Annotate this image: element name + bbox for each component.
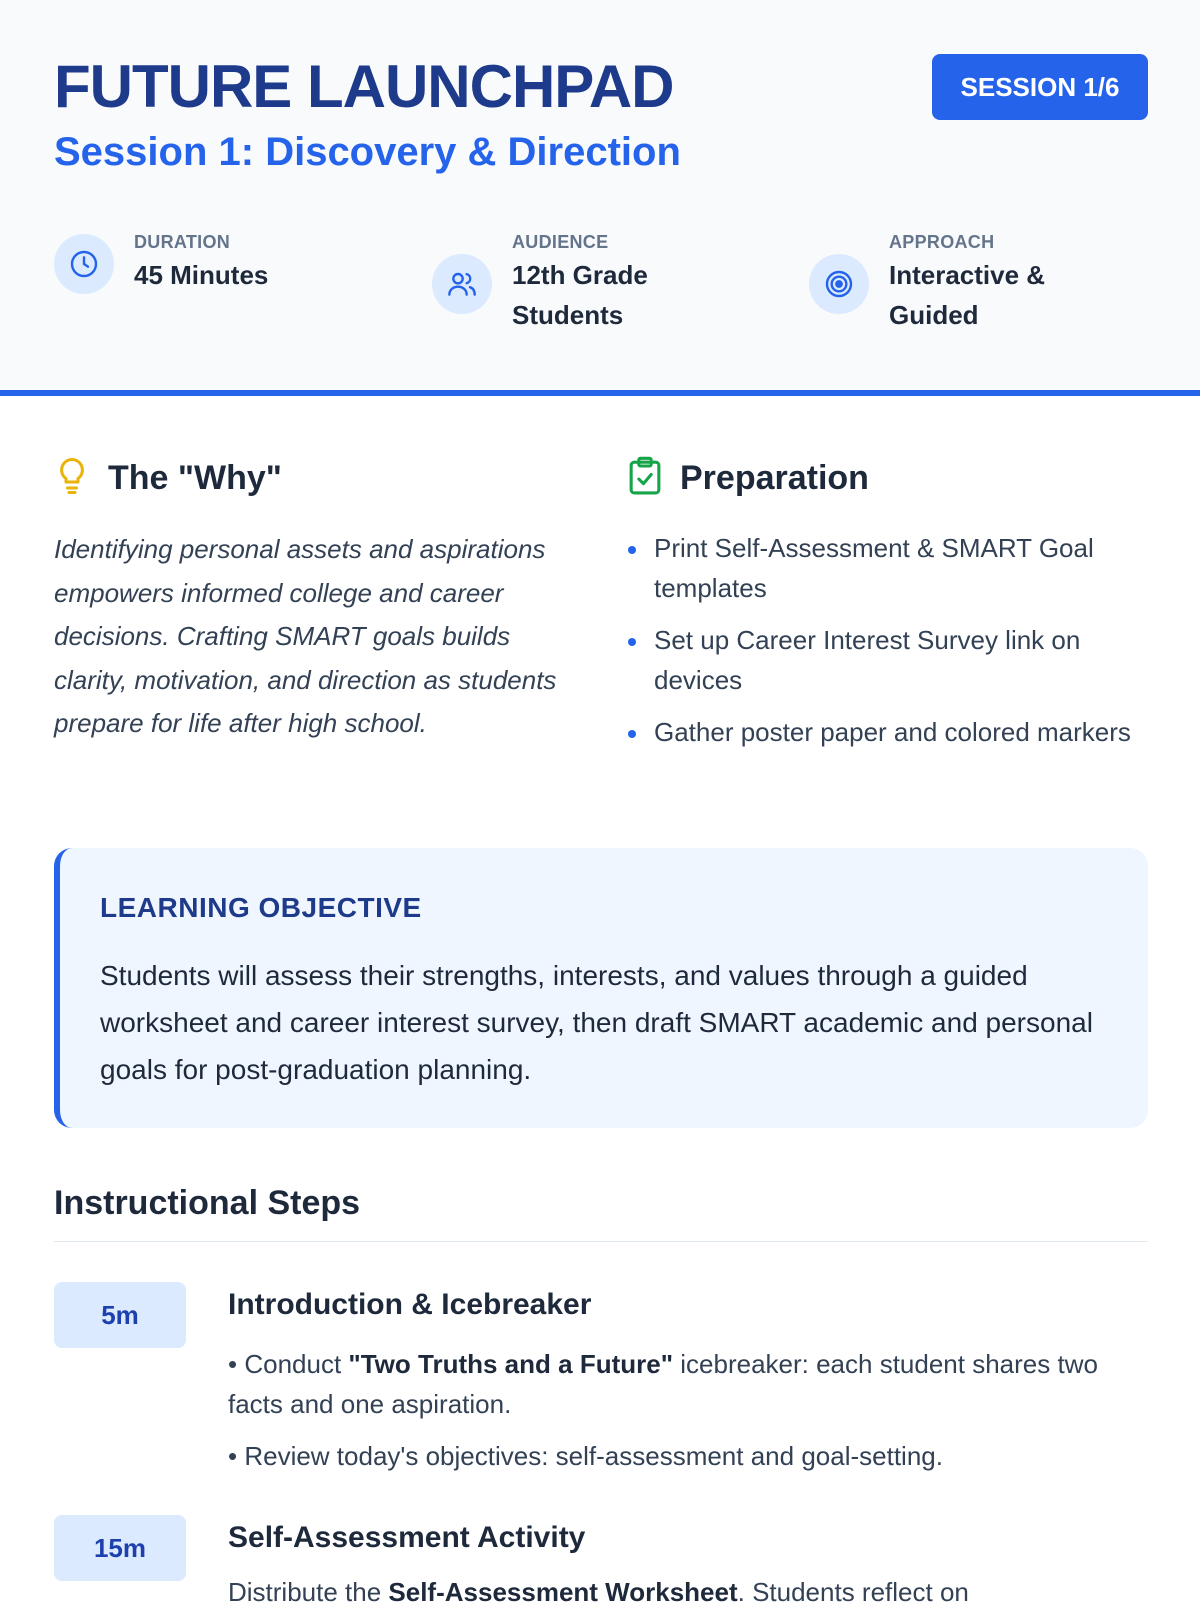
preparation-heading [628, 456, 869, 501]
step-line: • Conduct "Two Truths and a Future" icebreaker: each student shares two facts and one aspiration. [228, 1349, 1098, 1419]
meta-value: 12th Grade Students [512, 260, 648, 330]
learning-objective-card [54, 848, 1148, 1128]
meta-label: AUDIENCE [512, 232, 609, 252]
step-body [228, 1344, 1148, 1488]
meta-value: 45 Minutes [134, 260, 269, 290]
meta-value: Interactive & Guided [889, 260, 1046, 330]
why-heading [54, 456, 282, 501]
lightbulb-icon [54, 456, 90, 501]
step-body [228, 1572, 1148, 1624]
why-text: Identifying personal assets and aspirations empowers informed college and career decisions. Crafting SMART goals builds clarity, motivation, and direction as students prepare for life after high school. [54, 534, 557, 738]
step-line: • Review today's objectives: self-assessment and goal-setting. [228, 1441, 943, 1471]
list-item: Print Self-Assessment & SMART Goal templates [624, 528, 1164, 608]
step-title: Self-Assessment Activity [228, 1521, 586, 1554]
divider [54, 1241, 1148, 1242]
meta-audience [432, 232, 702, 335]
meta-label: DURATION [134, 232, 231, 252]
step-time-badge: 15m [54, 1515, 186, 1581]
meta-duration [54, 232, 268, 295]
list-item: Set up Career Interest Survey link on devices [624, 620, 1164, 700]
meta-approach [809, 232, 1079, 335]
page-subtitle: Session 1: Discovery & Direction [54, 130, 681, 174]
step-time-badge: 5m [54, 1282, 186, 1348]
preparation-title: Preparation [680, 459, 869, 497]
users-icon [432, 254, 492, 314]
clipboard-check-icon [628, 456, 662, 501]
why-title: The "Why" [108, 459, 282, 497]
steps-heading: Instructional Steps [54, 1184, 361, 1222]
objective-text: Students will assess their strengths, interests, and values through a guided worksheet and career interest survey, then draft SMART academic and personal goals for post-graduation planning. [100, 960, 1093, 1085]
objective-title: LEARNING OBJECTIVE [100, 892, 422, 923]
target-icon [809, 254, 869, 314]
step-line: Distribute the Self-Assessment Worksheet. Students reflect on [228, 1577, 969, 1607]
clock-icon [54, 234, 114, 294]
step-title: Introduction & Icebreaker [228, 1288, 592, 1321]
meta-label: APPROACH [889, 232, 995, 252]
session-badge: SESSION 1/6 [932, 54, 1148, 120]
preparation-list [624, 528, 1164, 764]
page-title: FUTURE LAUNCHPAD [54, 53, 674, 120]
session-header [0, 0, 1200, 396]
list-item: Gather poster paper and colored markers [624, 712, 1164, 752]
